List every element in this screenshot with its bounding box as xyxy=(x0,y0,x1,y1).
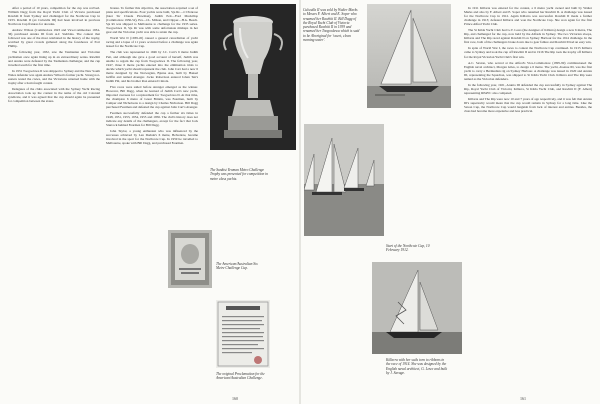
proclamation-photo xyxy=(216,300,270,368)
left-page-number: 160 xyxy=(232,396,238,401)
right-page-number: 161 xyxy=(520,396,526,401)
plaque-photo xyxy=(168,230,212,288)
paragraph: The club was represented in 1946 by J.C. Carr's 6 metre Judith Pett, and although she gave a good account of herself, Judith was unable to regain the cup from Toogoolawa II. The following year, 1947, three 6 metre yachts entered into the elimination trials to decide which yacht should represent the club. John Carr had a new 6 metre designed by the Norwegian, Bjarne Aas, built by Hansel Griffin and named Avenger. Jocko Robertson entered Johan Ten's Judith Pitt, and his brother Ron entered Cintola. xyxy=(106,50,198,83)
race-start-photo xyxy=(304,124,384,236)
paragraph: In the following year, 1921, Arunta III defended the cup successfully in Sydney against The Rip, Royal Yacht Club of Victoria; Killarra, St Kilda Yacht Club, and Rawhiti II (F. Albert) representing RPAYC also competed. xyxy=(464,82,592,95)
left-column-1 xyxy=(8,6,100,390)
paragraph: Killarra and The Rip were now 10 and 7 years of age respectively, and it was felt that Arunta III's superiority would mean that the cup would remain in Sydney for a long time. Like the Saxon Cup, the Northcote Cup would languish from lack of interest and entries. Besides, the class had become more expensive and less practical. xyxy=(464,96,592,114)
paragraph: John Taylor, a young enthusiast who was influenced by the successes achieved by Len Dudale's 6 metre, Belvedere, became involved in the sport for the Northcote Cup. In 1959 he travelled to Melbourne, spoke with Bill Dagg, and purchased Fearmen. xyxy=(106,129,198,146)
paragraph: In 1931 Toogoolawa II was shipped to Sydney and the New South Wales defender was again Andrew Wilson's former yacht. Strong nor-easters tested the crews, and the Victorians returned home with the trophy after a hard-fought contest. xyxy=(8,68,100,85)
killarra-caption: Killarra with her sails torn to ribbons in the race of 1914. She was designed by the English naval architect, G. Lowe and built by J. Savage. xyxy=(386,358,448,375)
paragraph: Delegates of the clubs associated with the Sydney Yacht Racing Association took up the contest in the name of the old Colonial syndicate, and it was agreed that the cup should again be presented for competition between the states. xyxy=(8,86,100,103)
page-gutter xyxy=(299,0,301,404)
paragraph: In spite of World War I, the races to contest the Northcote Cup continued. In 1915 Killarra came to Sydney and took the cup off Rawhiti II and in 1916 The Rip took the trophy off Killarra for the Royal Victorian Yacht Club's first win. xyxy=(464,46,592,59)
paragraph: In 1911 Killarra was entered for the contest, a 6 metre yacht owned and built by Walter Marks and also by F. Albert and E. Soper who renamed her Rawhiti II. A challenge was issued for the Northcote Cup in 1912. Again Killarra was successful. Rawhiti II made a further challenge in 1913; defeated Killarra and won the Northcote Cup. She won again for the first Prince Alfred Yacht Club. xyxy=(464,6,592,27)
paragraph: The St Kilda Yacht Club had G.V. Laws (the designer of Killarra) design a new 6 metre, The Rip, and challenged for the cup, now held by the Alfreds in Sydney. The two Victorian sloops, Killarra and The Rip raced against Rawhiti II on Sydney Harbour for the 1914 challenge. In the first race, both of the challengers broke down due to gear failure and Rawhiti II had an easy win. xyxy=(464,28,592,45)
proclamation-caption: The original Proclamation for the American/Australian Challenge. xyxy=(216,372,265,381)
paragraph: A.C. Saxton, who served at the Alfred's Vice-Commodore (1895-99) commissioned the English naval architect, Morgan Giles, to design a 6 metre. The yacht, Avenue III, was the first yacht to carry a Bermudian rig on Sydney Harbour. A challenge was issued in 1920 and Arunta III, representing the Squadron, was shipped to St Kilda Yacht Club. Killarra and The Rip were named as the Victorian defenders. xyxy=(464,60,592,81)
right-column xyxy=(464,6,592,390)
paragraph: Five races were sailed before Avenger emerged as the winner. However, Bill Dagg, when he learned of Judith Carr's new yacht, imported overseas for a replacement for Toogoolawa II. At that time, the champion 6 metre of Great Britain, was Fearmen, built by Camper and Nicholsons to a design by Charles Nicholson. Bill Dagg purchased Fearmen and defeated the cup against John Carr's Avenger. xyxy=(106,84,198,110)
paragraph: Fearmen successfully defended the cup a further six times in 1948, 1951, 1953, 1954, 1955 and 1956. The club's history does not indicate any details of the challengers, except for the fact that Jock Sturrock helmed Fearmen for Bill Dagg. xyxy=(106,111,198,128)
cup-caption: The Sunkist Yeoman Metro Challenge Trophy was presented for competition in metre class yachts. xyxy=(210,168,268,181)
paragraph: After a period of 10 years, competition for the cup was revived. William Dagg from the Royal Yacht Club of Victoria purchased Rawhiti II from Sydney and challenged for the Northcote Cup in 1933. Rawhiti II (ex Culwulla III) had been involved in previous Northcote Cup fixtures for decades. xyxy=(8,6,100,27)
paragraph: The following year, 1932, saw the Tasmanian and Victorian yachtsmen once again lining up in an extraordinary series. Rawhiti and Arunta were defeated by the Tasmanian challenger, and the cup travelled south for the first time. xyxy=(8,50,100,67)
trophy-cup-photo xyxy=(210,4,296,150)
killarra-photo xyxy=(372,262,462,354)
sail-caption: Culwulla II was sold by Walter Marks to Messrs F. Albert and E. Soper who renamed her Rawhiti II. Bill Dagg of the Royal Yacht Club of Victoria purchased Rawhiti II in 1939 and renamed her Toogoolawa which is said to be Aboriginal for 'sweet, clean running water'. xyxy=(303,8,360,43)
left-column-2 xyxy=(106,6,198,390)
plaque-caption: The American/Australian Six Metre Challenge Cup. xyxy=(216,262,258,271)
sailing-yacht-photo xyxy=(367,4,451,108)
paragraph: World War II (1939-45) caused a general cancellation of yacht racing and a lapse of 11 years occurred before a challenge was again issued for the Northcote Cup. xyxy=(106,36,198,49)
paragraph: bronze. To further this objective, the association acquired a set of plans and specifications. Four yachts were built, Sja Rr.—Cl Penrose (later Sir Claude Plowman), Judith Pett—Fred Mackillop (Commodore 1936-52), Era—J.L. Milson, and Clipper—H.G. Beach. Sja Rr was shipped to Melbourne to challenge for the 1935 series. Toogoolawa II, Sja Rr was with some unfortunate mishaps in her gear and the Victorian yacht was able to retain the cup. xyxy=(106,6,198,35)
race-start-caption: Start of the Northcote Cup, 10 February 1912. xyxy=(386,244,430,253)
paragraph: Andrew Wilson (Commodore 1923 and Vice-Commodore 1934-36) purchased Arunta III from A.C Stebbins. The contest that followed was one of the most celebrated in the history of the trophy, watched by great crowds gathered along the foreshores of Port Phillip. xyxy=(8,28,100,49)
